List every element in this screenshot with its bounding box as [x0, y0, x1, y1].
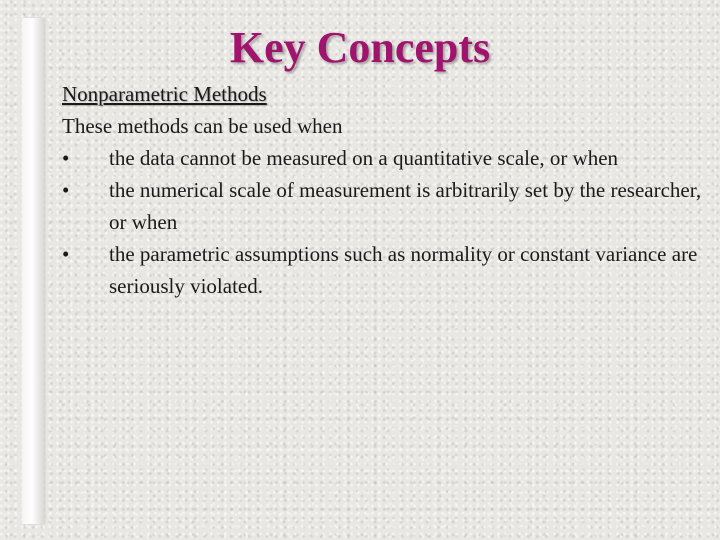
bullet-text: the numerical scale of measurement is arbitrarily set by the researcher, or when: [109, 178, 702, 234]
bullet-icon: •: [62, 178, 70, 202]
slide-title: Key Concepts: [229, 23, 491, 72]
subheading: Nonparametric Methods: [62, 82, 267, 106]
bullet-text: the data cannot be measured on a quantitative scale, or when: [109, 146, 619, 170]
list-item: [62, 174, 702, 238]
bullet-icon: •: [62, 146, 70, 170]
intro-text: These methods can be used when: [62, 114, 343, 138]
list-item: [62, 238, 702, 302]
bullet-text: the parametric assumptions such as normality or constant variance are seriously violated.: [109, 242, 698, 298]
list-item: [62, 142, 702, 174]
decorative-side-bar: [22, 18, 44, 524]
slide-content: [62, 78, 702, 302]
bullet-icon: •: [62, 242, 70, 266]
